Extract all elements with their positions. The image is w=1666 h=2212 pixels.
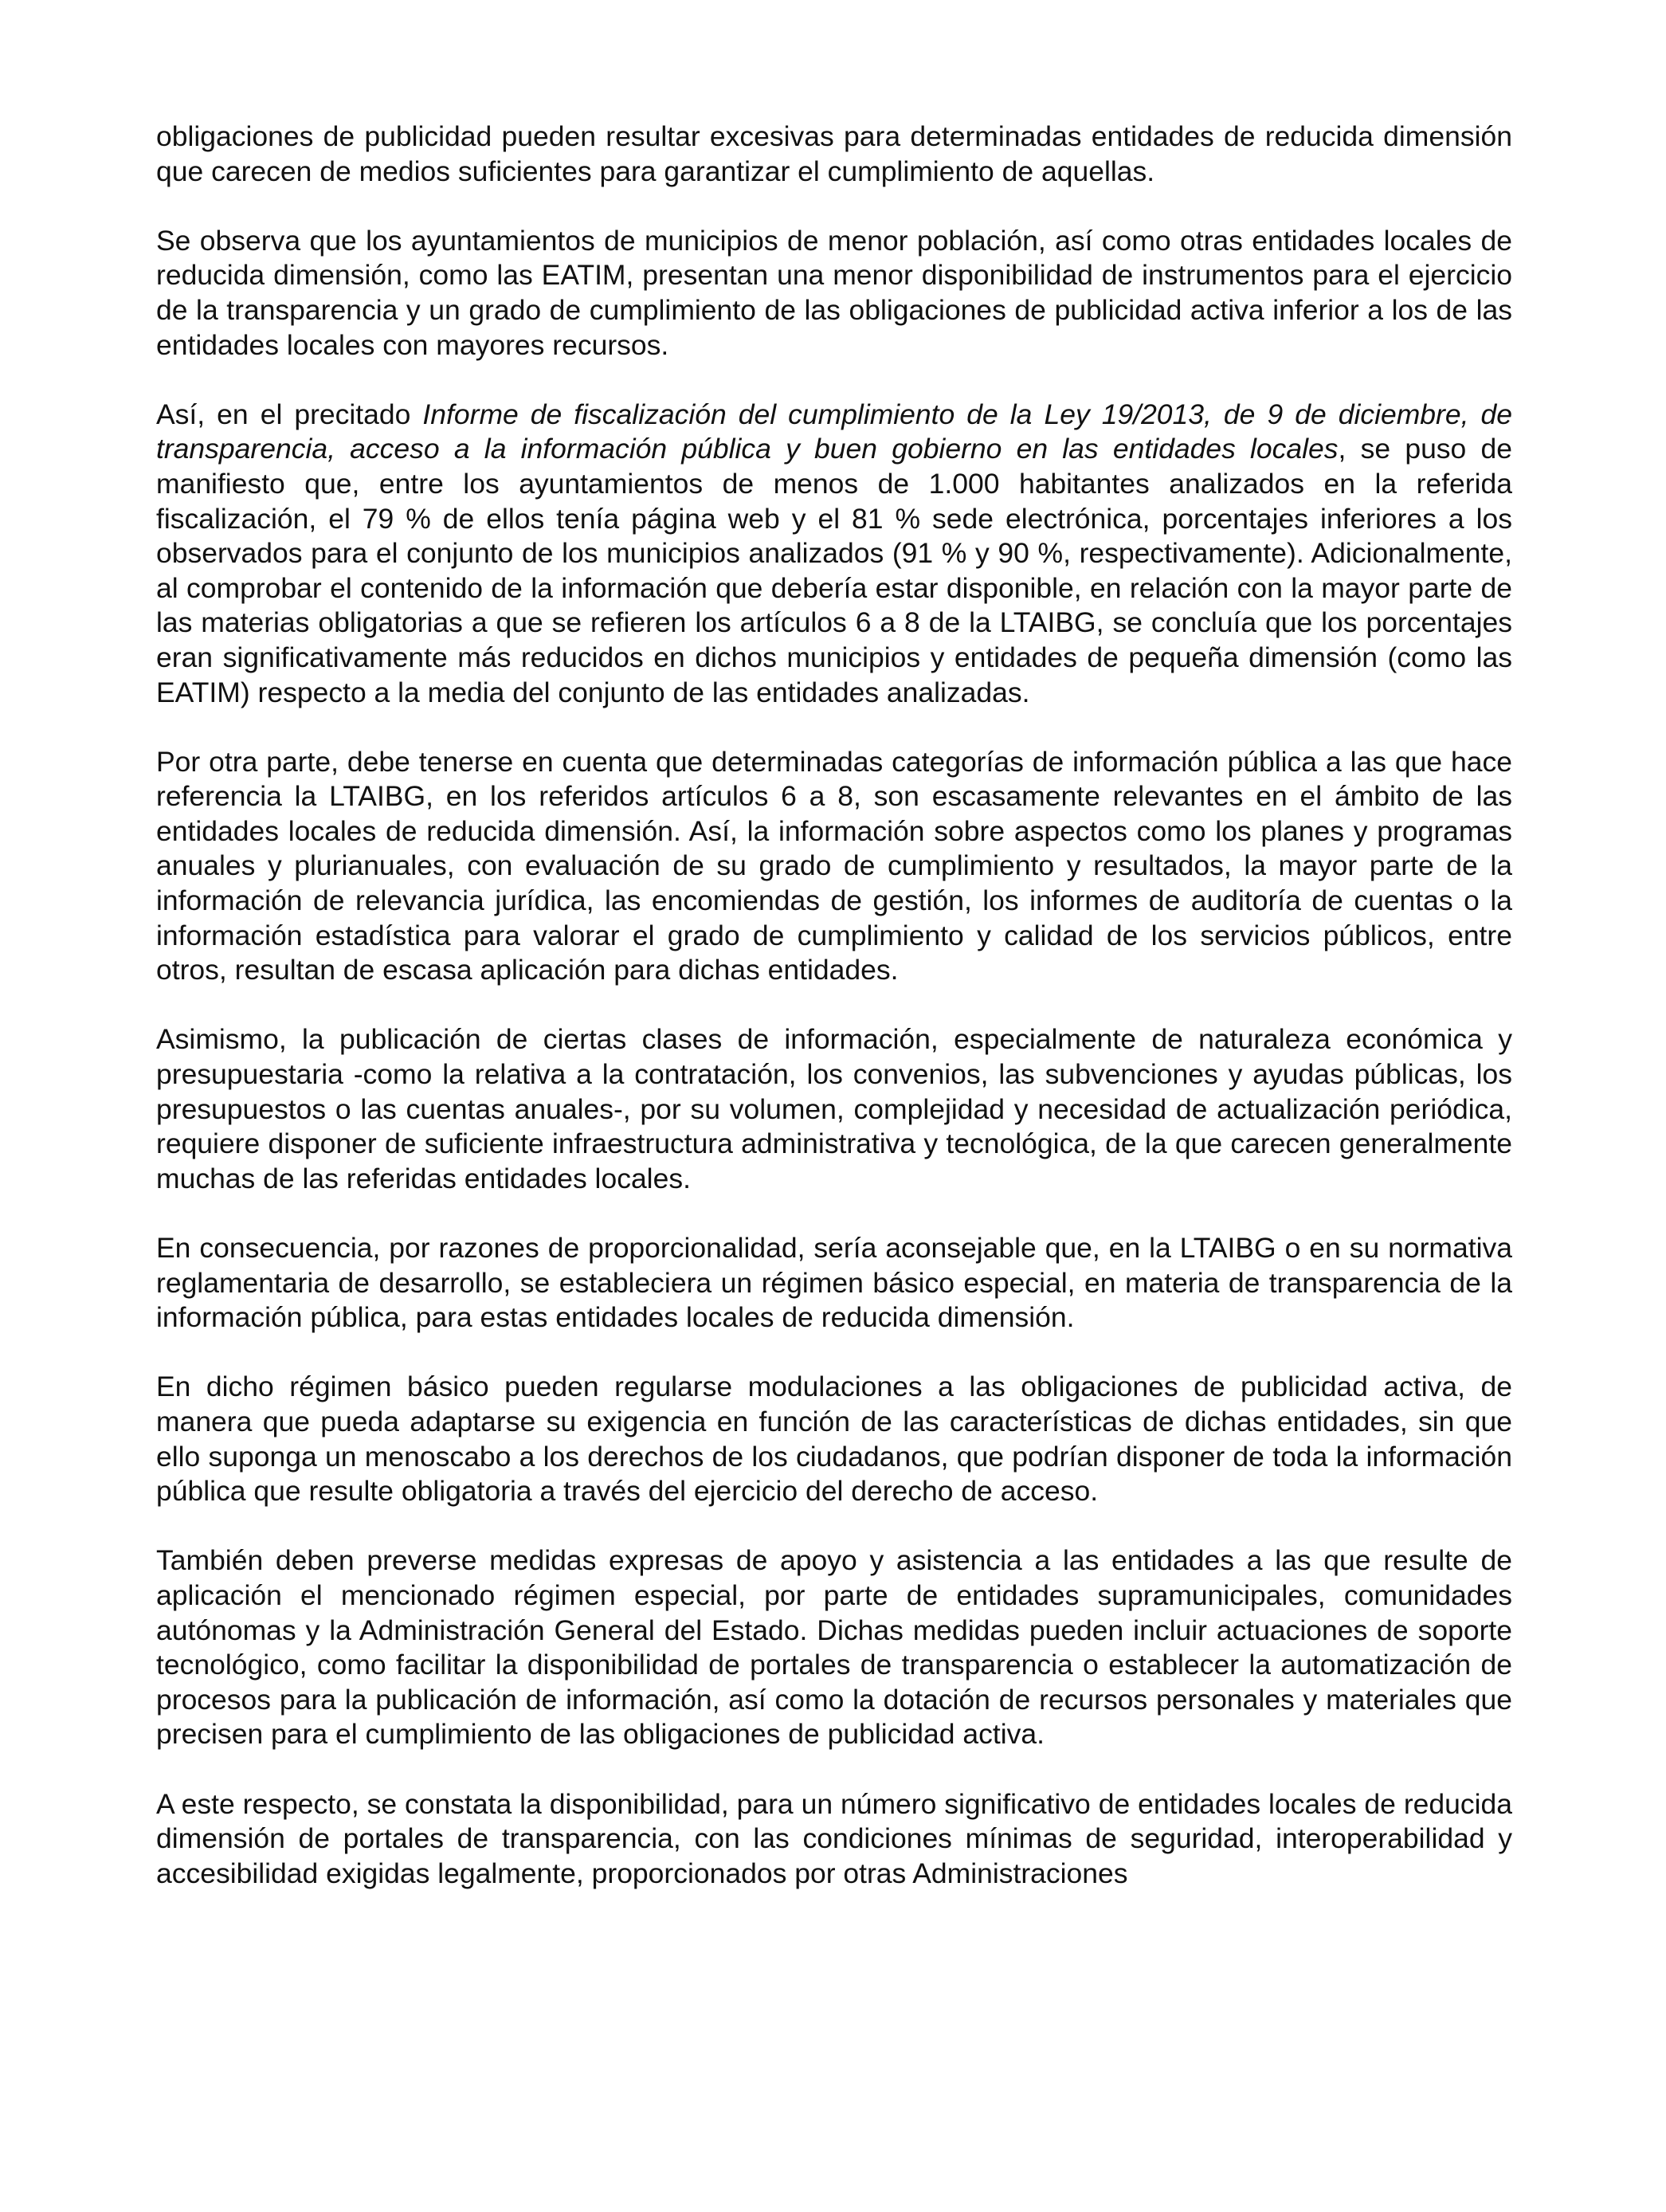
- report-title-italic: Informe de fiscalización del cumplimiento de la Ley 19/2013, de 9 de diciembre, de transparencia, acceso a la información pública y buen gobierno en las entidades locales: [156, 398, 1512, 465]
- paragraph-7: En dicho régimen básico pueden regularse modulaciones a las obligaciones de publicidad activa, de manera que pueda adaptarse su exigencia en función de las características de dichas entidades, sin que ello suponga un menoscabo a los derechos de los ciudadanos, que podrían disponer de toda la información pública que resulte obligatoria a través del ejercicio del derecho de acceso.: [156, 1371, 1512, 1508]
- document-page: [156, 120, 1512, 1891]
- paragraph-5: Asimismo, la publicación de ciertas clases de información, especialmente de naturaleza económica y presupuestaria -como la relativa a la contratación, los convenios, las subvenciones y ayudas públicas, los presupuestos o las cuentas anuales-, por su volumen, complejidad y necesidad de actualización periódica, requiere disponer de suficiente infraestructura administrativa y tecnológica, de la que carecen generalmente muchas de las referidas entidades locales.: [156, 1023, 1512, 1194]
- paragraph-4: Por otra parte, debe tenerse en cuenta que determinadas categorías de información pública a las que hace referencia la LTAIBG, en los referidos artículos 6 a 8, son escasamente relevantes en el ámbito de las entidades locales de reducida dimensión. Así, la información sobre aspectos como los planes y programas anuales y plurianuales, con evaluación de su grado de cumplimiento y resultados, la mayor parte de la información de relevancia jurídica, las encomiendas de gestión, los informes de auditoría de cuentas o la información estadística para valorar el grado de cumplimiento y calidad de los servicios públicos, entre otros, resultan de escasa aplicación para dichas entidades.: [156, 745, 1512, 986]
- paragraph-2: Se observa que los ayuntamientos de municipios de menor población, así como otras entidades locales de reducida dimensión, como las EATIM, presentan una menor disponibilidad de instrumentos para el ejercicio de la transparencia y un grado de cumplimiento de las obligaciones de publicidad activa inferior a los de las entidades locales con mayores recursos.: [156, 224, 1512, 361]
- paragraph-6: En consecuencia, por razones de proporcionalidad, sería aconsejable que, en la LTAIBG o en su normativa reglamentaria de desarrollo, se estableciera un régimen básico especial, en materia de transparencia de la información pública, para estas entidades locales de reducida dimensión.: [156, 1232, 1512, 1334]
- paragraph-8: También deben preverse medidas expresas de apoyo y asistencia a las entidades a las que resulte de aplicación el mencionado régimen especial, por parte de entidades supramunicipales, comunidades autónomas y la Administración General del Estado. Dichas medidas pueden incluir actuaciones de soporte tecnológico, como facilitar la disponibilidad de portales de transparencia o establecer la automatización de procesos para la publicación de información, así como la dotación de recursos personales y materiales que precisen para el cumplimiento de las obligaciones de publicidad activa.: [156, 1544, 1512, 1751]
- paragraph-9: A este respecto, se constata la disponibilidad, para un número significativo de entidades locales de reducida dimensión de portales de transparencia, con las condiciones mínimas de seguridad, interoperabilidad y accesibilidad exigidas legalmente, proporcionados por otras Administraciones: [156, 1787, 1512, 1889]
- paragraph-3-intro: Así, en el precitado: [156, 398, 423, 430]
- paragraph-3-body: , se puso de manifiesto que, entre los ayuntamientos de menos de 1.000 habitantes analizados en la referida fiscalización, el 79 % de ellos tenía página web y el 81 % sede electrónica, porcentajes inferiores a los observados para el conjunto de los municipios analizados (91 % y 90 %, respectivamente). Adicionalmente, al comprobar el contenido de la información que debería estar disponible, en relación con la mayor parte de las materias obligatorias a que se refieren los artículos 6 a 8 de la LTAIBG, se concluía que los porcentajes eran significativamente más reducidos en dichos municipios y entidades de pequeña dimensión (como las EATIM) respecto a la media del conjunto de las entidades analizadas.: [156, 433, 1512, 708]
- paragraph-1: obligaciones de publicidad pueden resultar excesivas para determinadas entidades de reducida dimensión que carecen de medios suficientes para garantizar el cumplimiento de aquellas.: [156, 120, 1512, 187]
- paragraph-3: [156, 398, 1512, 710]
